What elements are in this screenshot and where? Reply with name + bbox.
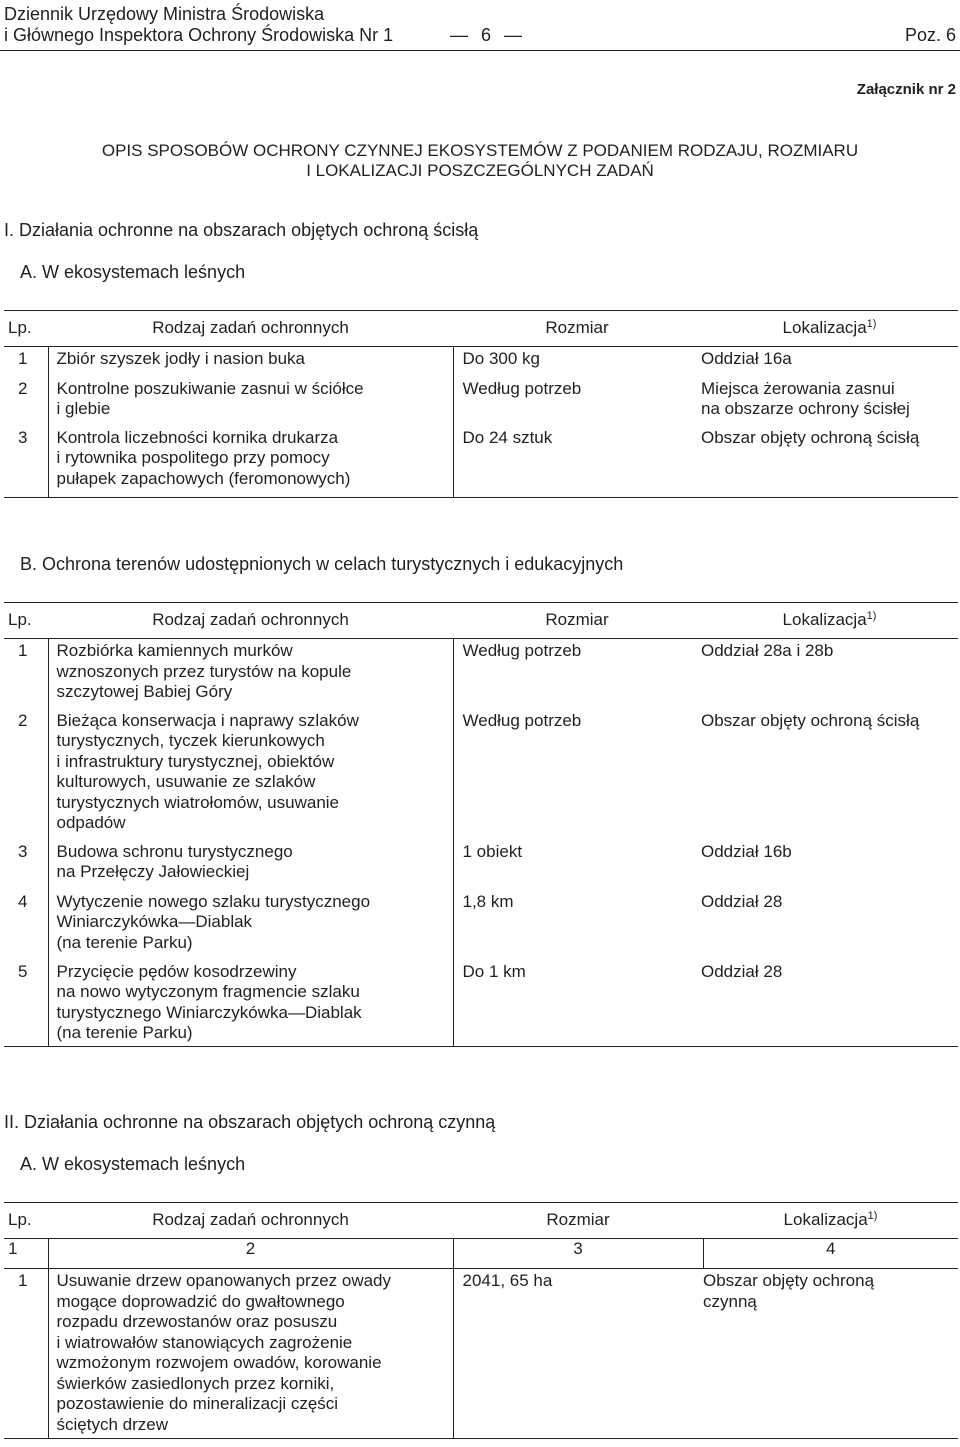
row-number: 3 bbox=[4, 840, 48, 890]
column-number: 4 bbox=[703, 1239, 958, 1269]
column-header-lp: Lp. bbox=[4, 1203, 48, 1239]
task-description: Usuwanie drzew opanowanych przez owady mogące doprowadzić do gwałtownego rozpadu drzewostanów oraz posuszu i wiatrowałów stanowiących zagrożenie wzmożonym rozwojem owadów, korowanie świerków zasiedlonych przez korniki, pozostawienie do mineralizacji części ściętych drzew bbox=[48, 1269, 453, 1439]
row-number: 2 bbox=[4, 709, 48, 840]
column-header-size: Rozmiar bbox=[453, 1203, 703, 1239]
task-description: Kontrolne poszukiwanie zasnui w ściółce i glebie bbox=[48, 377, 453, 426]
document-title-line2: I LOKALIZACJI POSZCZEGÓLNYCH ZADAŃ bbox=[306, 161, 654, 180]
task-description: Kontrola liczebności kornika drukarza i rytownika pospolitego przy pomocy pułapek zapachowych (feromonowych) bbox=[48, 426, 453, 498]
column-number: 3 bbox=[453, 1239, 703, 1269]
document-title-line1: OPIS SPOSOBÓW OCHRONY CZYNNEJ EKOSYSTEMÓW Z PODANIEM RODZAJU, ROZMIARU bbox=[101, 141, 859, 160]
row-number: 1 bbox=[4, 1269, 48, 1439]
column-number: 2 bbox=[48, 1239, 453, 1269]
task-location: Oddział 28 bbox=[701, 891, 783, 911]
column-header-task: Rodzaj zadań ochronnych bbox=[48, 311, 453, 347]
column-number: 1 bbox=[4, 1239, 48, 1269]
task-location: Obszar objęty ochroną ścisłą bbox=[701, 426, 958, 498]
task-location: Obszar objęty ochroną ścisłą bbox=[701, 710, 920, 730]
task-location: Obszar objęty ochroną czynną bbox=[703, 1269, 958, 1439]
row-number: 3 bbox=[4, 426, 48, 498]
task-description: Przycięcie pędów kosodrzewiny na nowo wytyczonym fragmencie szlaku turystycznego Winiarczykówka—Diablak (na terenie Parku) bbox=[48, 960, 453, 1047]
column-numbers-row bbox=[4, 1239, 958, 1269]
journal-title-line1: Dziennik Urzędowy Ministra Środowiska bbox=[4, 4, 325, 24]
table-row bbox=[4, 426, 958, 498]
table-row bbox=[4, 377, 958, 426]
task-location: Oddział 16b bbox=[701, 841, 792, 861]
section1-sub-a: A. W ekosystemach leśnych bbox=[20, 262, 246, 282]
page-number: — 6 — bbox=[450, 25, 523, 45]
task-description: Bieżąca konserwacja i naprawy szlaków turystycznych, tyczek kierunkowych i infrastruktury turystycznej, obiektów kulturowych, usuwanie ze szlaków turystycznych wiatrołomów, usuwanie odpadów bbox=[48, 709, 453, 840]
task-size: Do 300 kg bbox=[462, 349, 540, 368]
row-number: 5 bbox=[4, 960, 48, 1047]
header-rule bbox=[0, 50, 960, 51]
column-header-location: Lokalizacja$^{1)}$ bbox=[703, 1203, 958, 1239]
task-location: Oddział 28 bbox=[701, 960, 958, 1047]
table-section2-a bbox=[4, 1202, 958, 1439]
column-header-lp: Lp. bbox=[4, 603, 48, 639]
task-size: Do 24 sztuk bbox=[453, 426, 701, 498]
position-number: Poz. 6 bbox=[904, 25, 956, 45]
task-size: Według potrzeb bbox=[462, 710, 582, 730]
task-location: Miejsca żerowania zasnui na obszarze ochrony ścisłej bbox=[701, 378, 910, 418]
task-size: 1 obiekt bbox=[462, 841, 523, 861]
row-number: 1 bbox=[4, 347, 48, 377]
table-row bbox=[4, 960, 958, 1047]
section1-heading: I. Działania ochronne na obszarach objętych ochroną ścisłą bbox=[4, 220, 479, 240]
task-location: Oddział 28a i 28b bbox=[701, 641, 834, 660]
row-number: 4 bbox=[4, 890, 48, 960]
task-size: Do 1 km bbox=[453, 960, 701, 1047]
column-header-task: Rodzaj zadań ochronnych bbox=[48, 1203, 453, 1239]
task-size: 1,8 km bbox=[462, 891, 514, 911]
row-number: 1 bbox=[4, 639, 48, 709]
table-row bbox=[4, 890, 958, 960]
table-row bbox=[4, 1269, 958, 1439]
table-row bbox=[4, 709, 958, 840]
column-header-size: Rozmiar bbox=[453, 603, 701, 639]
table-row bbox=[4, 639, 958, 709]
table-section1-a bbox=[4, 310, 958, 498]
row-number: 2 bbox=[4, 377, 48, 426]
task-location: Oddział 16a bbox=[701, 349, 792, 368]
column-header-size: Rozmiar bbox=[453, 311, 701, 347]
column-header-lp: Lp. bbox=[4, 311, 48, 347]
column-header-location: Lokalizacja$^{1)}$ bbox=[701, 603, 958, 639]
task-description: Rozbiórka kamiennych murków wznoszonych przez turystów na kopule szczytowej Babiej Góry bbox=[48, 639, 453, 709]
table-row bbox=[4, 840, 958, 890]
section2-sub-a: A. W ekosystemach leśnych bbox=[20, 1154, 246, 1174]
column-header-task: Rodzaj zadań ochronnych bbox=[48, 603, 453, 639]
table-row bbox=[4, 347, 958, 377]
task-size: Według potrzeb bbox=[462, 378, 582, 398]
task-size: 2041, 65 ha bbox=[453, 1269, 703, 1439]
journal-title-line2: i Głównego Inspektora Ochrony Środowiska Nr 1 bbox=[4, 25, 394, 45]
task-description: Wytyczenie nowego szlaku turystycznego Winiarczykówka—Diablak (na terenie Parku) bbox=[48, 890, 453, 960]
annex-label: Załącznik nr 2 bbox=[856, 81, 956, 98]
task-description: Budowa schronu turystycznego na Przełęczy Jałowieckiej bbox=[48, 840, 453, 890]
section2-heading: II. Działania ochronne na obszarach objętych ochroną czynną bbox=[4, 1112, 496, 1132]
section1-sub-b: B. Ochrona terenów udostępnionych w celach turystycznych i edukacyjnych bbox=[20, 554, 624, 574]
column-header-location: Lokalizacja$^{1)}$ bbox=[701, 311, 958, 347]
task-size: Według potrzeb bbox=[462, 641, 582, 660]
table-section1-b bbox=[4, 602, 958, 1047]
task-description: Zbiór szyszek jodły i nasion buka bbox=[48, 347, 453, 377]
